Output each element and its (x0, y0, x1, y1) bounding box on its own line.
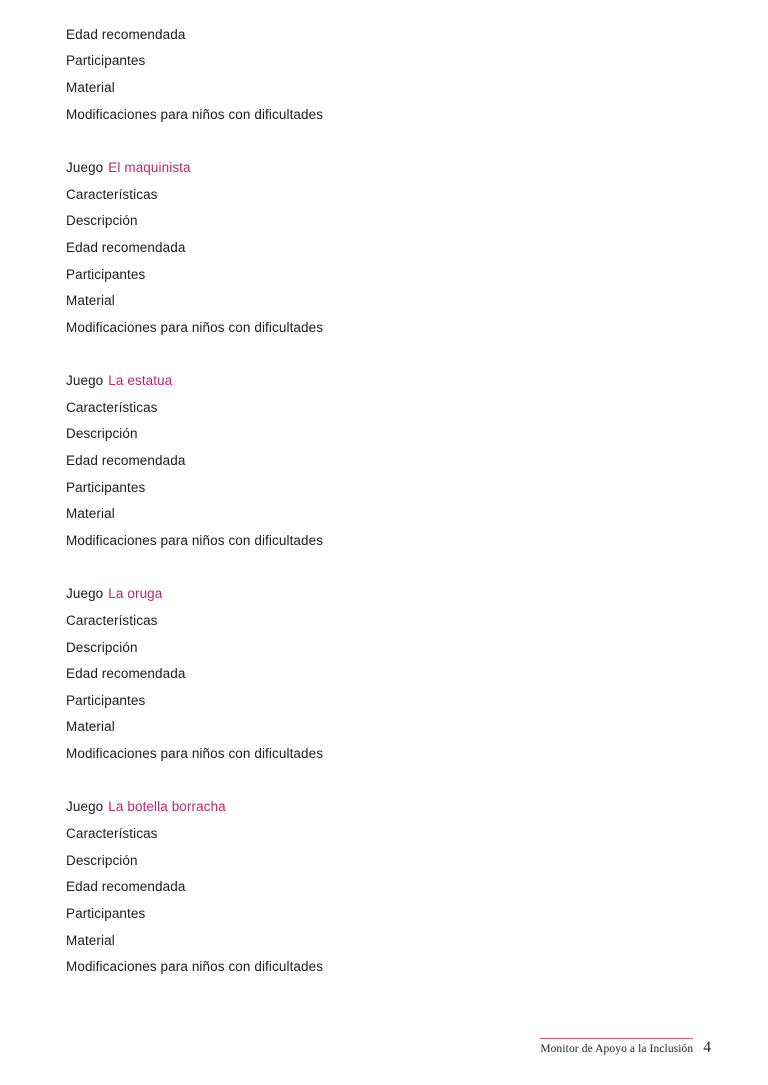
toc-entry: Material (66, 293, 115, 309)
toc-entry: Participantes (66, 53, 146, 69)
toc-game-link[interactable]: La estatua (108, 373, 173, 389)
toc-entry: Descripción (66, 639, 138, 655)
toc-entry: Material (66, 80, 115, 96)
toc-section-el-maquinista (66, 154, 728, 340)
footer-doc-title: Monitor de Apoyo a la Inclusión (540, 1038, 693, 1055)
toc-entry: Edad recomendada (66, 239, 186, 255)
toc-entry: Edad recomendada (66, 26, 186, 42)
toc-entry-prefix: Juego (66, 799, 104, 815)
toc-entry: Modificaciones para niños con dificultades (66, 106, 324, 122)
toc-entry: Edad recomendada (66, 453, 186, 469)
toc-section-heading (66, 154, 728, 181)
toc-game-link[interactable]: El maquinista (108, 160, 191, 176)
toc-entry: Características (66, 186, 158, 202)
toc-entry: Modificaciones para niños con dificultades (66, 532, 324, 548)
toc-entry: Características (66, 399, 158, 415)
toc-entry: Edad recomendada (66, 879, 186, 895)
page-footer (540, 1038, 711, 1057)
toc-entry: Participantes (66, 905, 146, 921)
toc-entry: Modificaciones para niños con dificultades (66, 746, 324, 762)
toc-section-heading (66, 367, 728, 394)
toc-game-link[interactable]: La oruga (108, 586, 163, 602)
toc-entry: Participantes (66, 692, 146, 708)
toc-section-la-oruga (66, 580, 728, 766)
toc-entry: Modificaciones para niños con dificultades (66, 319, 324, 335)
toc-entry: Edad recomendada (66, 666, 186, 682)
toc-continued-section (66, 21, 728, 128)
toc-entry: Material (66, 506, 115, 522)
toc-section-heading (66, 794, 728, 821)
toc-entry: Material (66, 719, 115, 735)
toc-game-link[interactable]: La botella borracha (108, 799, 226, 815)
toc-section-la-estatua (66, 367, 728, 553)
toc-section-heading (66, 580, 728, 607)
toc-entry: Descripción (66, 213, 138, 229)
toc-entry: Descripción (66, 426, 138, 442)
toc-entry: Descripción (66, 852, 138, 868)
toc-entry-prefix: Juego (66, 160, 104, 176)
toc-entry: Características (66, 826, 158, 842)
page-number: 4 (703, 1039, 711, 1056)
toc-entry-prefix: Juego (66, 373, 104, 389)
toc-entry: Material (66, 932, 115, 948)
toc-entry: Participantes (66, 479, 146, 495)
toc-entry: Modificaciones para niños con dificultades (66, 959, 324, 975)
toc-section-la-botella-borracha (66, 794, 728, 980)
toc-entry: Características (66, 612, 158, 628)
toc-entry: Participantes (66, 266, 146, 282)
toc-entry-prefix: Juego (66, 586, 104, 602)
